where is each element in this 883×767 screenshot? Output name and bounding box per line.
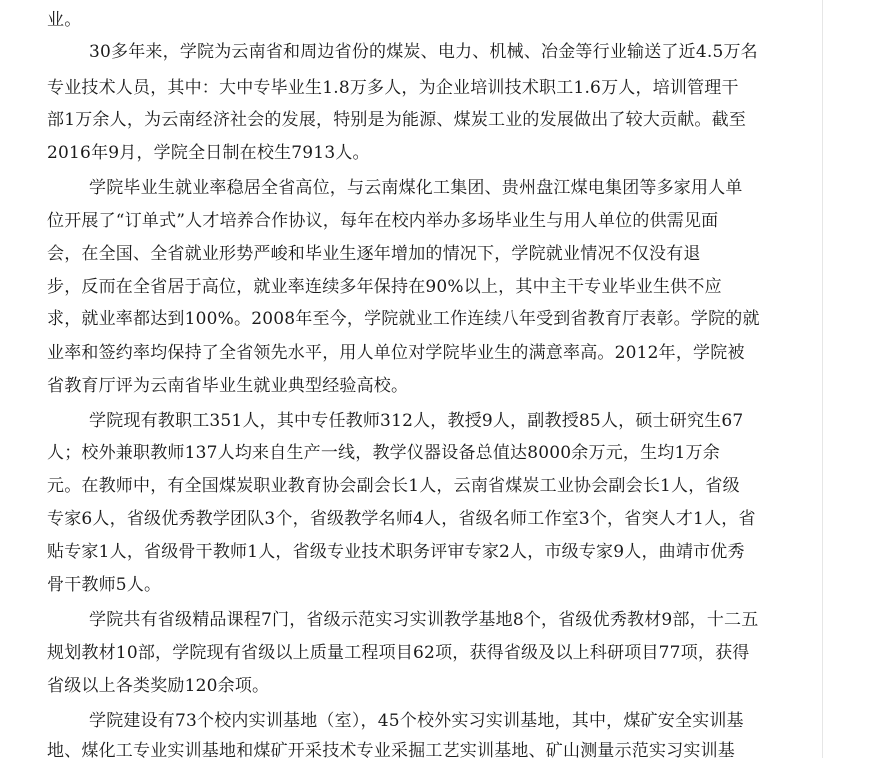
text-line: 业率和签约率均保持了全省领先水平，用人单位对学院毕业生的满意率高。2012年，学院被 bbox=[47, 343, 745, 363]
text-line: 省教育厅评为云南省毕业生就业典型经验高校。 bbox=[47, 376, 409, 396]
page-edge-divider bbox=[822, 0, 823, 758]
text-line: 贴专家1人，省级骨干教师1人，省级专业技术职务评审专家2人，市级专家9人，曲靖市优秀 bbox=[47, 542, 745, 562]
text-line: 骨干教师5人。 bbox=[47, 575, 162, 595]
text-line: 会，在全国、全省就业形势严峻和毕业生逐年增加的情况下，学院就业情况不仅没有退 bbox=[47, 244, 701, 264]
text-line: 规划教材10部，学院现有省级以上质量工程项目62项，获得省级及以上科研项目77项，获得 bbox=[47, 643, 750, 663]
paragraph-first-line: 学院毕业生就业率稳居全省高位，与云南煤化工集团、贵州盘江煤电集团等多家用人单 bbox=[89, 178, 743, 198]
text-line: 省级以上各类奖励120余项。 bbox=[47, 676, 270, 696]
paragraph-first-line: 30多年来，学院为云南省和周边省份的煤炭、电力、机械、冶金等行业输送了近4.5万名 bbox=[89, 42, 758, 62]
paragraph-first-line: 学院现有教职工351人，其中专任教师312人，教授9人，副教授85人，硕士研究生67 bbox=[89, 411, 744, 431]
paragraph-first-line: 学院建设有73个校内实训基地（室），45个校外实习实训基地，其中，煤矿安全实训基 bbox=[89, 711, 744, 731]
text-line: 2016年9月，学院全日制在校生7913人。 bbox=[47, 143, 370, 163]
text-line: 专业技术人员，其中：大中专毕业生1.8万多人，为企业培训技术职工1.6万人，培训管理干 bbox=[47, 78, 739, 98]
text-line: 步，反而在全省居于高位，就业率连续多年保持在90%以上，其中主干专业毕业生供不应 bbox=[47, 277, 722, 297]
text-line: 部1万余人，为云南经济社会的发展，特别是为能源、煤炭工业的发展做出了较大贡献。截至 bbox=[47, 110, 747, 130]
text-line: 人；校外兼职教师137人均来自生产一线，教学仪器设备总值达8000余万元，生均1万余 bbox=[47, 443, 720, 463]
text-line: 业。 bbox=[47, 10, 82, 30]
text-line: 位开展了“订单式”人才培养合作协议，每年在校内举办多场毕业生与用人单位的供需见面 bbox=[47, 211, 719, 231]
paragraph-first-line: 学院共有省级精品课程7门，省级示范实习实训教学基地8个，省级优秀教材9部，十二五 bbox=[89, 610, 759, 630]
text-line: 地、煤化工专业实训基地和煤矿开采技术专业采掘工艺实训基地、矿山测量示范实习实训基 bbox=[47, 741, 735, 761]
text-line: 元。在教师中，有全国煤炭职业教育协会副会长1人，云南省煤炭工业协会副会长1人，省级 bbox=[47, 476, 740, 496]
text-line: 专家6人，省级优秀教学团队3个，省级教学名师4人，省级名师工作室3个，省突人才1人，省 bbox=[47, 509, 756, 529]
text-line: 求，就业率都达到100%。2008年至今，学院就业工作连续八年受到省教育厅表彰。学院的就 bbox=[47, 309, 760, 329]
